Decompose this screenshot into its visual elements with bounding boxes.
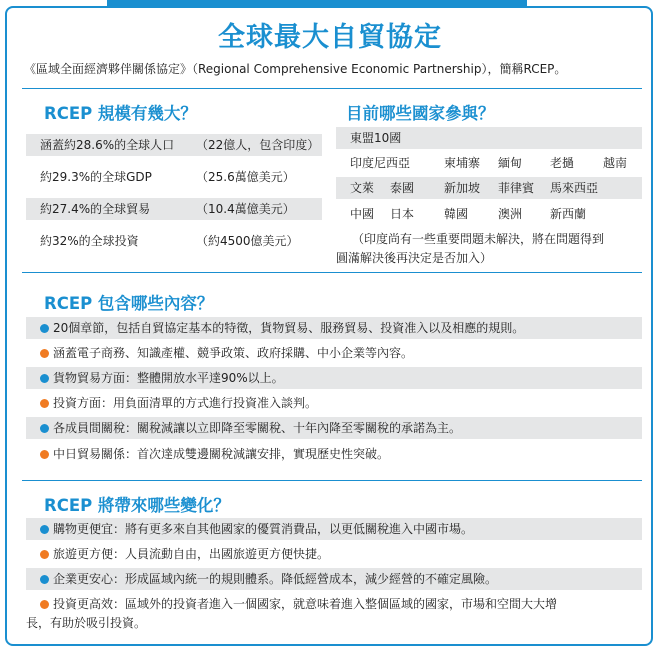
page-title: 全球最大自貿協定 (218, 22, 442, 53)
country: 緬甸 (498, 156, 523, 170)
scale-row (26, 134, 322, 156)
contents-text: 涵蓋電子商務、知識產權、競爭政策、政府採購、中小企業等內容。 (53, 346, 414, 360)
changes-last-line-2: 長，有助於吸引投資。 (26, 616, 147, 630)
contents-text: 20個章節，包括自貿協定基本的特徵，貨物貿易、服務貿易、投資准入以及相應的規則。 (53, 321, 525, 335)
country: 文萊 (350, 181, 375, 195)
scale-heading: RCEP 規模有幾大？ (44, 104, 197, 123)
country: 菲律賓 (498, 181, 535, 195)
scale-label: 約32%的全球投資 (40, 234, 139, 248)
bullet-dot-orange (40, 550, 49, 559)
bullet-dot-blue (40, 374, 49, 383)
country: 澳洲 (498, 207, 523, 221)
members-heading: 目前哪些國家參與？ (346, 104, 495, 123)
country: 日本 (390, 207, 415, 221)
divider-lower (22, 480, 642, 481)
contents-text: 中日貿易關係：首次達成雙邊關稅減讓安排，實現歷史性突破。 (53, 447, 390, 461)
country: 中國 (350, 207, 375, 221)
country: 馬來西亞 (550, 181, 599, 195)
divider-middle (22, 272, 642, 273)
contents-text: 各成員間關稅：關稅減讓以立即降至零關稅、十年內降至零關稅的承諾為主。 (53, 421, 462, 435)
country: 柬埔寨 (444, 156, 481, 170)
scale-row (26, 166, 322, 188)
contents-item (26, 417, 642, 439)
bullet-dot-orange (40, 399, 49, 408)
changes-text: 旅遊更方便：人員流動自由，出國旅遊更方便快捷。 (53, 547, 330, 561)
changes-text: 企業更安心：形成區域內統一的規則體系。降低經營成本，減少經營的不確定風險。 (53, 572, 498, 586)
contents-item (26, 392, 642, 414)
country: 老撾 (550, 156, 575, 170)
members-row-3 (336, 203, 642, 225)
bullet-dot-orange (40, 349, 49, 358)
bullet-dot-blue (40, 324, 49, 333)
bullet-dot-blue (40, 575, 49, 584)
scale-value: （22億人，包含印度） (196, 138, 320, 152)
contents-item (26, 342, 642, 364)
changes-item (26, 543, 642, 565)
india-note-line-2: 圓滿解決後再決定是否加入） (336, 251, 493, 265)
country: 新加坡 (444, 181, 481, 195)
members-row-asean (336, 127, 642, 149)
scale-label: 約27.4%的全球貿易 (40, 202, 151, 216)
scale-label: 約29.3%的全球GDP (40, 170, 152, 184)
scale-row (26, 230, 322, 252)
country: 越南 (603, 156, 628, 170)
country: 新西蘭 (550, 207, 587, 221)
scale-row (26, 198, 322, 220)
asean-label: 東盟10國 (350, 131, 402, 145)
india-note-line-1: （印度尚有一些重要問題未解決，將在問題得到 (352, 232, 605, 246)
changes-heading: RCEP 將帶來哪些變化？ (44, 496, 230, 515)
bullet-dot-orange (40, 450, 49, 459)
contents-item (26, 443, 642, 465)
subtitle: 《區域全面經濟夥伴關係協定》（Regional Comprehensive Economic Partnership），簡稱RCEP。 (24, 62, 567, 76)
country: 泰國 (390, 181, 415, 195)
contents-heading: RCEP 包含哪些內容？ (44, 294, 214, 313)
divider-top (22, 88, 642, 89)
contents-item (26, 367, 642, 389)
scale-value: （10.4萬億美元） (196, 202, 295, 216)
members-row-2 (336, 177, 642, 199)
bullet-dot-blue (40, 525, 49, 534)
changes-item (26, 568, 642, 590)
scale-label: 涵蓋約28.6%的全球人口 (40, 138, 175, 152)
country: 韓國 (444, 207, 469, 221)
scale-value: （25.6萬億美元） (196, 170, 295, 184)
changes-text: 購物更便宜：將有更多來自其他國家的優質消費品，以更低關稅進入中國市場。 (53, 522, 474, 536)
country: 印度尼西亞 (350, 156, 411, 170)
bullet-dot-orange (40, 600, 49, 609)
contents-item (26, 317, 642, 339)
changes-item (26, 518, 642, 540)
members-row-1 (336, 152, 642, 174)
contents-text: 貨物貿易方面：整體開放水平達90%以上。 (53, 371, 284, 385)
bullet-dot-blue (40, 424, 49, 433)
changes-text: 投資更高效：區域外的投資者進入一個國家，就意味着進入整個區域的國家，市場和空間大大增 (53, 597, 558, 611)
scale-value: （約4500億美元） (196, 234, 299, 248)
changes-last-line-1 (40, 595, 557, 614)
contents-text: 投資方面：用負面清單的方式進行投資准入談判。 (53, 396, 318, 410)
